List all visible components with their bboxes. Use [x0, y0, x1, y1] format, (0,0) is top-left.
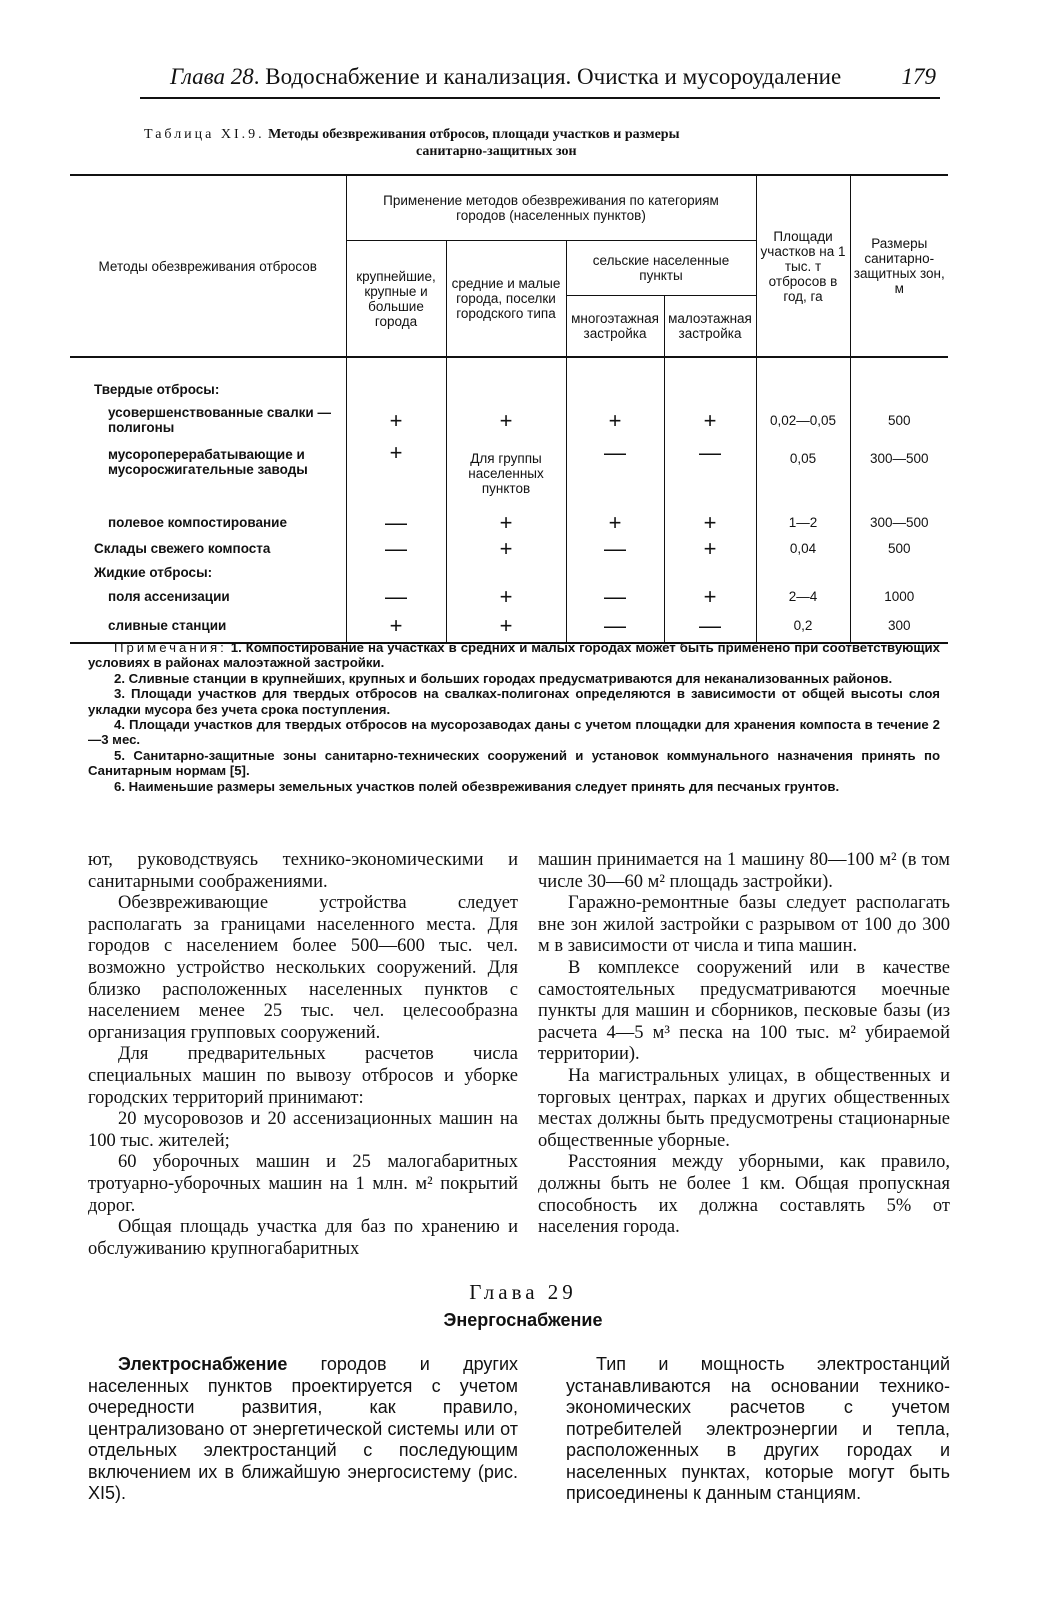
col-header-zones: Размеры санитарно-защитных зон, м: [850, 175, 948, 357]
cell-largest: +: [346, 397, 446, 443]
cell-zone: 500: [850, 535, 948, 561]
cell-area: 0,02—0,05: [756, 397, 850, 443]
right-text-column: [538, 850, 950, 1239]
table-caption-line2: санитарно-защитных зон: [416, 144, 577, 159]
note-6: 6. Наименьшие размеры земельных участков полей обезвреживания следует принять для песчаных грунтов.: [114, 778, 840, 794]
notes-label: Примечания:: [114, 640, 227, 655]
cell-largest: —: [346, 509, 446, 535]
table-row: [70, 443, 948, 509]
table-row: [70, 397, 948, 443]
row-name: мусороперерабатывающие и мусоросжигательные заводы: [108, 447, 308, 477]
paragraph: ют, руководствуясь технико-экономическими и санитарными соображениями.: [88, 850, 518, 892]
col-header-methods: Методы обезвреживания отбросов: [70, 175, 346, 357]
chapter-29-title: Энергоснабжение: [443, 1310, 603, 1330]
cell-lowrise: —: [664, 443, 756, 509]
page-number: 179: [901, 64, 936, 89]
col-header-area: Площади участков на 1 тыс. т отбросов в год, га: [756, 175, 850, 357]
cell-lowrise: +: [664, 397, 756, 443]
table-caption-line1: Методы обезвреживания отбросов, площади участков и размеры: [268, 127, 680, 142]
cell-zone: 300—500: [850, 509, 948, 535]
cell-medium: +: [446, 609, 566, 643]
note-5: 5. Санитарно-защитные зоны санитарно-технических сооружений и установок коммунального назначения принять по Санитарным нормам [5].: [88, 747, 940, 779]
cell-zone: 300—500: [850, 443, 948, 509]
paragraph: Общая площадь участка для баз по хранению и обслуживанию крупногабаритных: [88, 1217, 518, 1259]
cell-multistorey: +: [566, 509, 664, 535]
cell-area: 1—2: [756, 509, 850, 535]
paragraph: 20 мусоровозов и 20 ассенизационных машин на 100 тыс. жителей;: [88, 1109, 518, 1151]
paragraph: 60 уборочных машин и 25 малогабаритных тротуарно-уборочных машин на 1 млн. м² покрытий дорог.: [88, 1152, 518, 1216]
running-header: [140, 60, 940, 94]
disposal-methods-table: [70, 174, 948, 644]
cell-zone: 1000: [850, 583, 948, 609]
cell-largest: —: [346, 583, 446, 609]
row-name: поля ассенизации: [108, 588, 230, 604]
col-header-rural: сельские населенные пункты: [566, 241, 756, 296]
paragraph: Гаражно-ремонтные базы следует располагать вне зон жилой застройки с разрывом от 100 до 300 м в зависимости от числа и типа машин.: [538, 893, 950, 957]
chapter-29-right-column: [566, 1354, 950, 1505]
cell-lowrise: +: [664, 583, 756, 609]
table-row: [70, 535, 948, 561]
paragraph: В комплексе сооружений или в качестве самостоятельных предусматриваются моечные пункты для машин и сборников, песковые базы (из расчета 4—5 м³ песка на 100 тыс. м² убираемой территории).: [538, 957, 950, 1065]
note-2: 2. Сливные станции в крупнейших, крупных и больших городах предусматриваются для неканализованных районов.: [114, 670, 893, 686]
chapter-heading: Глава 28. Водоснабжение и канализация. Очистка и мусороудаление: [170, 64, 842, 89]
note-1: [88, 640, 940, 671]
cell-medium: +: [446, 535, 566, 561]
paragraph: Расстояния между уборными, как правило, должны быть не более 1 км. Общая пропускная способность их должна составлять 5% от населения города.: [538, 1152, 950, 1238]
col-header-multistorey: многоэтажная застройка: [566, 296, 664, 358]
section-liquid-waste: Жидкие отбросы:: [94, 564, 213, 580]
chapter-29-label-text: Глава 29: [469, 1280, 577, 1304]
note-3: 3. Площади участков для твердых отбросов на свалках-полигонах определяются в зависимости от общей высоты слоя укладки мусора без учета срока поступления.: [88, 686, 940, 717]
cell-medium: +: [446, 583, 566, 609]
term-electricity-supply: Электроснабжение: [118, 1354, 288, 1374]
row-name: усовершенствованные свалки — полигоны: [108, 405, 331, 435]
cell-lowrise: —: [664, 609, 756, 643]
left-text-column: [88, 850, 518, 1260]
cell-multistorey: —: [566, 535, 664, 561]
cell-medium: +: [446, 509, 566, 535]
note-1-text: 1. Компостирование на участках в средних и малых городах может быть применено при соответствующих условиях в районах малоэтажной застройки.: [88, 640, 940, 671]
chapter-label: Глава 28: [170, 64, 254, 89]
paragraph: Тип и мощность электростанций устанавливаются на основании технико-экономических расчетов с учетом потребителей электроэнергии и тепла, расположенных в других городах и населенных пунктах, которые могут быть присоединены к данным станциям.: [566, 1354, 950, 1503]
cell-medium: Для группы населенных пунктов: [446, 443, 566, 509]
chapter-29-label: [0, 1280, 1046, 1305]
chapter-29-left-column: [88, 1354, 518, 1505]
cell-zone: 500: [850, 397, 948, 443]
section-solid-waste: Твердые отбросы:: [94, 382, 220, 397]
paragraph: Обезвреживающие устройства следует располагать за границами населенного места. Для городов с населением более 500—600 тыс. чел. возможно устройство нескольких сооружений. Для близко расположенных населенных пунктов с населением менее 25 тыс. чел. целесообразна организация групповых сооружений.: [88, 893, 518, 1043]
col-header-largest-cities: крупнейшие, крупные и большие города: [346, 241, 446, 358]
cell-lowrise: +: [664, 509, 756, 535]
cell-area: 2—4: [756, 583, 850, 609]
cell-largest: +: [346, 609, 446, 643]
cell-medium: +: [446, 397, 566, 443]
cell-area: 0,04: [756, 535, 850, 561]
cell-multistorey: —: [566, 443, 664, 509]
table-row: [70, 583, 948, 609]
paragraph: машин принимается на 1 машину 80—100 м² (в том числе 30—60 м² площадь застройки).: [538, 850, 950, 892]
cell-area: 0,2: [756, 609, 850, 643]
table-row: [70, 509, 948, 535]
cell-area: 0,05: [756, 443, 850, 509]
cell-multistorey: —: [566, 609, 664, 643]
cell-lowrise: +: [664, 535, 756, 561]
paragraph: [88, 1354, 518, 1505]
table-row: [70, 609, 948, 643]
cell-multistorey: +: [566, 397, 664, 443]
col-header-lowrise: малоэтажная застройка: [664, 296, 756, 358]
note-4: 4. Площади участков для твердых отбросов на мусорозаводах даны с учетом площадки для хранения компоста в течение 2—3 мес.: [88, 717, 940, 748]
cell-zone: 300: [850, 609, 948, 643]
paragraph: Для предварительных расчетов числа специальных машин по вывозу отбросов и уборке городских территорий принимают:: [88, 1044, 518, 1108]
col-header-application: Применение методов обезвреживания по категориям городов (населенных пунктов): [346, 175, 756, 241]
paragraph-text: городов и других населенных пунктов проектируется с учетом очередности развития, как правило, централизовано от энергетической системы или от отдельных электростанций с последующим включением их в ближайшую энергосистему (рис. XI5).: [88, 1354, 518, 1503]
row-name: сливные станции: [70, 609, 346, 643]
cell-largest: —: [346, 535, 446, 561]
row-name: Склады свежего компоста: [94, 540, 271, 556]
table-caption: [140, 126, 940, 160]
header-rule: [140, 97, 940, 99]
row-name: полевое компостирование: [108, 514, 287, 530]
cell-multistorey: —: [566, 583, 664, 609]
table-caption-label: Таблица XI.9.: [144, 127, 265, 142]
chapter-title: Водоснабжение и канализация. Очистка и мусороудаление: [265, 64, 842, 89]
table-notes: [88, 640, 940, 794]
col-header-medium-cities: средние и малые города, поселки городского типа: [446, 241, 566, 358]
cell-largest: +: [346, 443, 446, 509]
paragraph: На магистральных улицах, в общественных и торговых центрах, парках и других общественных местах должны быть предусмотрены стационарные общественные уборные.: [538, 1065, 950, 1151]
